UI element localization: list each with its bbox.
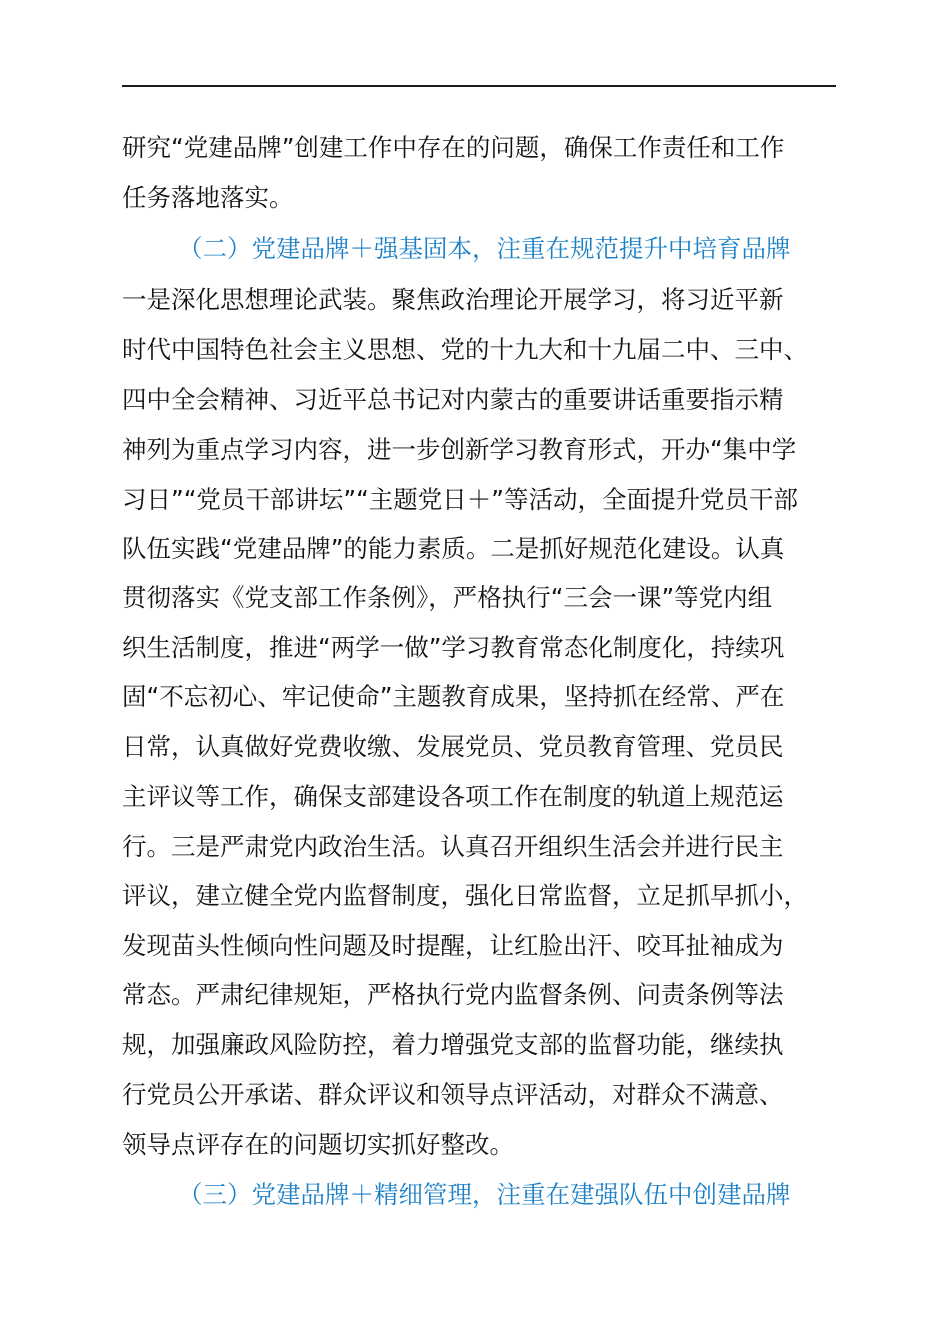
body-line: 织生活制度，推进“两学一做”学习教育常态化制度化，持续巩 xyxy=(122,633,785,662)
body-line: 行。三是严肃党内政治生活。认真召开组织生活会并进行民主 xyxy=(122,832,784,861)
body-line: 行党员公开承诺、群众评议和领导点评活动，对群众不满意、 xyxy=(122,1080,784,1109)
body-line: 固“不忘初心、牢记使命”主题教育成果，坚持抓在经常、严在 xyxy=(122,682,785,711)
section-heading: （二）党建品牌＋强基固本，注重在规范提升中培育品牌 xyxy=(178,234,791,263)
body-line: 领导点评存在的问题切实抓好整改。 xyxy=(122,1130,514,1159)
header-rule xyxy=(122,85,836,87)
body-line: 主评议等工作，确保支部建设各项工作在制度的轨道上规范运 xyxy=(122,782,784,811)
body-line: 规，加强廉政风险防控，着力增强党支部的监督功能，继续执 xyxy=(122,1030,784,1059)
body-line: 任务落地落实。 xyxy=(122,183,294,212)
body-line: 四中全会精神、习近平总书记对内蒙古的重要讲话重要指示精 xyxy=(122,385,784,414)
body-line: 时代中国特色社会主义思想、党的十九大和十九届二中、三中、 xyxy=(122,335,808,364)
body-line: 习日”“党员干部讲坛”“主题党日＋”等活动，全面提升党员干部 xyxy=(122,485,798,514)
body-line: 评议，建立健全党内监督制度，强化日常监督，立足抓早抓小， xyxy=(122,881,808,910)
body-line: 研究“党建品牌”创建工作中存在的问题，确保工作责任和工作 xyxy=(122,133,785,162)
body-line: 贯彻落实《党支部工作条例》，严格执行“三会一课”等党内组 xyxy=(122,583,773,612)
section-heading: （三）党建品牌＋精细管理，注重在建强队伍中创建品牌 xyxy=(178,1180,791,1209)
body-line: 队伍实践“党建品牌”的能力素质。二是抓好规范化建设。认真 xyxy=(122,534,785,563)
body-line: 发现苗头性倾向性问题及时提醒，让红脸出汗、咬耳扯袖成为 xyxy=(122,931,784,960)
body-line: 日常，认真做好党费收缴、发展党员、党员教育管理、党员民 xyxy=(122,732,784,761)
body-line: 一是深化思想理论武装。聚焦政治理论开展学习，将习近平新 xyxy=(122,285,784,314)
body-line: 常态。严肃纪律规矩，严格执行党内监督条例、问责条例等法 xyxy=(122,980,784,1009)
body-line: 神列为重点学习内容，进一步创新学习教育形式，开办“集中学 xyxy=(122,435,797,464)
